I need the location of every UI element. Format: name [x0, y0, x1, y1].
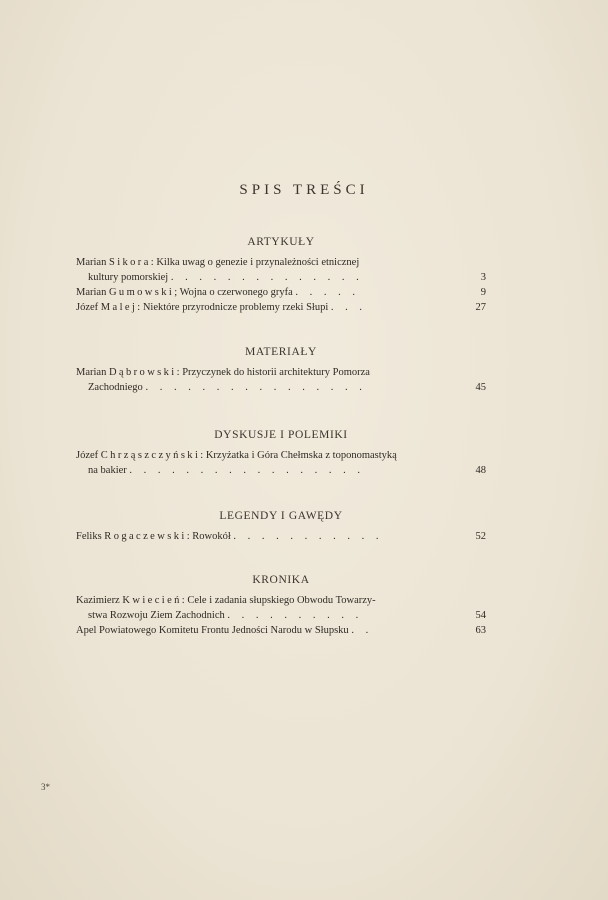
- separator: :: [176, 367, 180, 378]
- toc-entry: [76, 285, 486, 300]
- page-title: SPIS TREŚCI: [239, 182, 369, 198]
- entry-title-continuation: Zachodniego: [88, 382, 143, 393]
- entry-title: Apel Powiatowego Komitetu Frontu Jedności Narodu w Słupsku: [76, 625, 349, 636]
- entry-title: Krzyżatka i Góra Chełmska z toponomastyką: [205, 450, 397, 461]
- section-heading: ARTYKUŁY: [247, 236, 315, 248]
- separator: ;: [174, 287, 178, 298]
- author-surname: Kwiecień: [122, 595, 182, 606]
- author-surname: Sikora: [108, 257, 151, 268]
- leader-dots: . . . . .: [295, 287, 360, 298]
- entry-title: Przyczynek do historii architektury Pomorza: [182, 367, 370, 378]
- author-first-name: Józef: [76, 450, 99, 461]
- entry-title-continuation: kultury pomorskiej: [88, 272, 169, 283]
- leader-dots: . . . . . . . . . . . . . .: [170, 272, 364, 283]
- author-first-name: Marian: [76, 367, 107, 378]
- section-legendy: [76, 510, 486, 544]
- leader-dots: . .: [351, 625, 373, 636]
- page-number: 52: [475, 531, 486, 542]
- toc-entry: [76, 255, 486, 285]
- author-first-name: Józef: [76, 302, 99, 313]
- page-number: 27: [475, 302, 486, 313]
- toc-entry: [76, 593, 486, 623]
- separator: :: [186, 531, 190, 542]
- author-first-name: Marian: [76, 287, 107, 298]
- author-first-name: Feliks: [76, 531, 102, 542]
- page-number: 3: [480, 272, 486, 283]
- section-heading: LEGENDY I GAWĘDY: [219, 510, 343, 522]
- toc-entry: [76, 300, 486, 315]
- entry-title-continuation: na bakier: [88, 465, 127, 476]
- entry-title: Niektóre przyrodnicze problemy rzeki Słupi: [142, 302, 329, 313]
- separator: :: [200, 450, 204, 461]
- page-number: 45: [475, 382, 486, 393]
- toc-entry: [76, 365, 486, 395]
- page-number: 48: [475, 465, 486, 476]
- section-dyskusje: [76, 429, 486, 478]
- section-heading: KRONIKA: [252, 574, 310, 586]
- entry-title: Rowokół: [192, 531, 231, 542]
- leader-dots: . . . . . . . . . . .: [233, 531, 383, 542]
- section-artykuly: [76, 236, 486, 315]
- toc-entry: [76, 448, 486, 478]
- section-heading: MATERIAŁY: [245, 346, 317, 358]
- section-heading: DYSKUSJE I POLEMIKI: [214, 429, 348, 441]
- author-surname: Dąbrowski: [108, 367, 177, 378]
- leader-dots: . . . . . . . . . . . . . . . . .: [129, 465, 365, 476]
- separator: :: [150, 257, 154, 268]
- author-first-name: Kazimierz: [76, 595, 120, 606]
- toc-entry: [76, 529, 486, 544]
- page-number: 9: [480, 287, 486, 298]
- leader-dots: . . .: [330, 302, 367, 313]
- leader-dots: . . . . . . . . . . . . . . . .: [145, 382, 367, 393]
- author-surname: Rogaczewski: [104, 531, 187, 542]
- entry-title: Wojna o czerwonego gryfa: [179, 287, 293, 298]
- section-materialy: [76, 346, 486, 395]
- author-surname: Malej: [100, 302, 138, 313]
- separator: :: [137, 302, 141, 313]
- author-surname: Gumowski: [108, 287, 175, 298]
- author-surname: Chrząszczyński: [100, 450, 201, 461]
- page-number: 54: [475, 610, 486, 621]
- entry-title-continuation: stwa Rozwoju Ziem Zachodnich: [88, 610, 225, 621]
- author-first-name: Marian: [76, 257, 107, 268]
- leader-dots: . . . . . . . . . .: [227, 610, 363, 621]
- separator: :: [181, 595, 185, 606]
- entry-title: Kilka uwag o genezie i przynależności etnicznej: [156, 257, 360, 268]
- section-kronika: [76, 574, 486, 638]
- page-number: 63: [475, 625, 486, 636]
- signature-mark: 3*: [41, 782, 50, 792]
- toc-entry: [76, 623, 486, 638]
- entry-title: Cele i zadania słupskiego Obwodu Towarzy-: [187, 595, 376, 606]
